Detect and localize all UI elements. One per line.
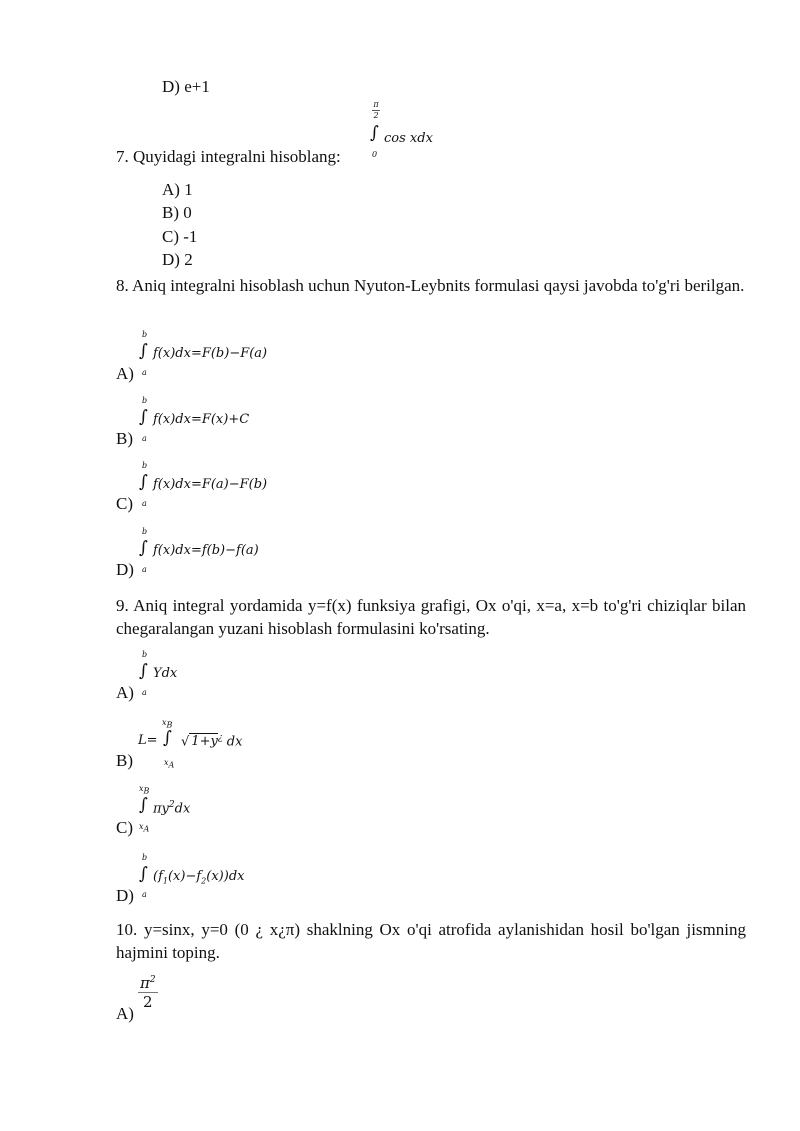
upper-limit: xB <box>139 784 150 796</box>
upper-limit: b <box>142 853 148 862</box>
denominator: 2 <box>143 993 153 1011</box>
q10-question: 10. y=sinx, y=0 (0 ¿ x¿π) shaklning Ox o'qi atrofida aylanishidan hosil bo'lgan jismning hajmini toping. <box>116 920 746 962</box>
upper-limit: b <box>142 650 148 659</box>
q9-question: 9. Aniq integral yordamida y=f(x) funksiya grafigi, Ox o'qi, x=a, x=b to'g'ri chiziqlar bilan chegaralangan yuzani hisoblash formulasini ko'rsating. <box>116 596 746 638</box>
integral-sign: ∫ <box>139 407 148 427</box>
formula-prefix: L= <box>138 733 158 748</box>
q7-option-d: D) 2 <box>162 250 193 269</box>
q6-option-d: D) e+1 <box>162 77 210 96</box>
lower-limit: a <box>142 565 147 574</box>
formula: f(x)dx=F(a)−F(b) <box>153 477 268 492</box>
q7-upper-den: 2 <box>373 111 379 120</box>
q7-option-a: A) 1 <box>162 180 193 199</box>
integral-sign: ∫ <box>139 472 148 492</box>
fraction <box>138 974 158 1011</box>
q8-question: 8. Aniq integralni hisoblash uchun Nyuton-Leybnits formulasi qaysi javobda to'g'ri berilgan. <box>116 276 745 295</box>
lower-limit: xA <box>139 822 150 834</box>
upper-limit: b <box>142 396 148 405</box>
numerator: $\pi^2$ <box>140 974 156 992</box>
formula: $(f_1(x)-f_2(x))dx$ <box>153 869 245 886</box>
upper-limit: b <box>142 330 148 339</box>
integral-sign: ∫ <box>139 341 148 361</box>
upper-limit: b <box>142 527 148 536</box>
lower-limit: xA <box>164 758 175 770</box>
lower-limit: a <box>142 688 147 697</box>
formula: f(x)dx=F(b)−F(a) <box>153 346 268 361</box>
q7-integral-sign: ∫ <box>370 123 379 143</box>
integral-sign: ∫ <box>139 864 148 884</box>
lower-limit: a <box>142 499 147 508</box>
option-label: A) <box>116 1004 134 1023</box>
option-label: B) <box>116 751 133 770</box>
option-label: D) <box>116 886 134 905</box>
option-label: C) <box>116 494 133 513</box>
option-label: A) <box>116 364 134 383</box>
formula: f(x)dx=f(b)−f(a) <box>153 543 259 558</box>
formula: $\pi y^2dx$ <box>153 800 191 817</box>
option-label: C) <box>116 818 133 837</box>
option-label: D) <box>116 560 134 579</box>
lower-limit: a <box>142 890 147 899</box>
q7-upper-limit <box>366 100 386 120</box>
lower-limit: a <box>142 434 147 443</box>
formula: √ 1+y¿ dx <box>181 733 243 750</box>
formula: Ydx <box>153 666 178 681</box>
option-label: A) <box>116 683 134 702</box>
integral-sign: ∫ <box>163 728 172 748</box>
q7-option-c: C) -1 <box>162 227 198 246</box>
q7-question: 7. Quyidagi integralni hisoblang: <box>116 147 341 166</box>
upper-limit: xB <box>162 718 173 730</box>
integral-sign: ∫ <box>139 795 148 815</box>
integral-sign: ∫ <box>139 661 148 681</box>
option-label: B) <box>116 429 133 448</box>
q7-lower-limit: 0 <box>372 150 378 159</box>
q7-upper-num: π <box>373 100 379 109</box>
upper-limit: b <box>142 461 148 470</box>
q7-option-b: B) 0 <box>162 203 192 222</box>
q7-integrand: cos xdx <box>384 131 433 146</box>
integral-sign: ∫ <box>139 538 148 558</box>
lower-limit: a <box>142 368 147 377</box>
formula: f(x)dx=F(x)+C <box>153 412 250 427</box>
